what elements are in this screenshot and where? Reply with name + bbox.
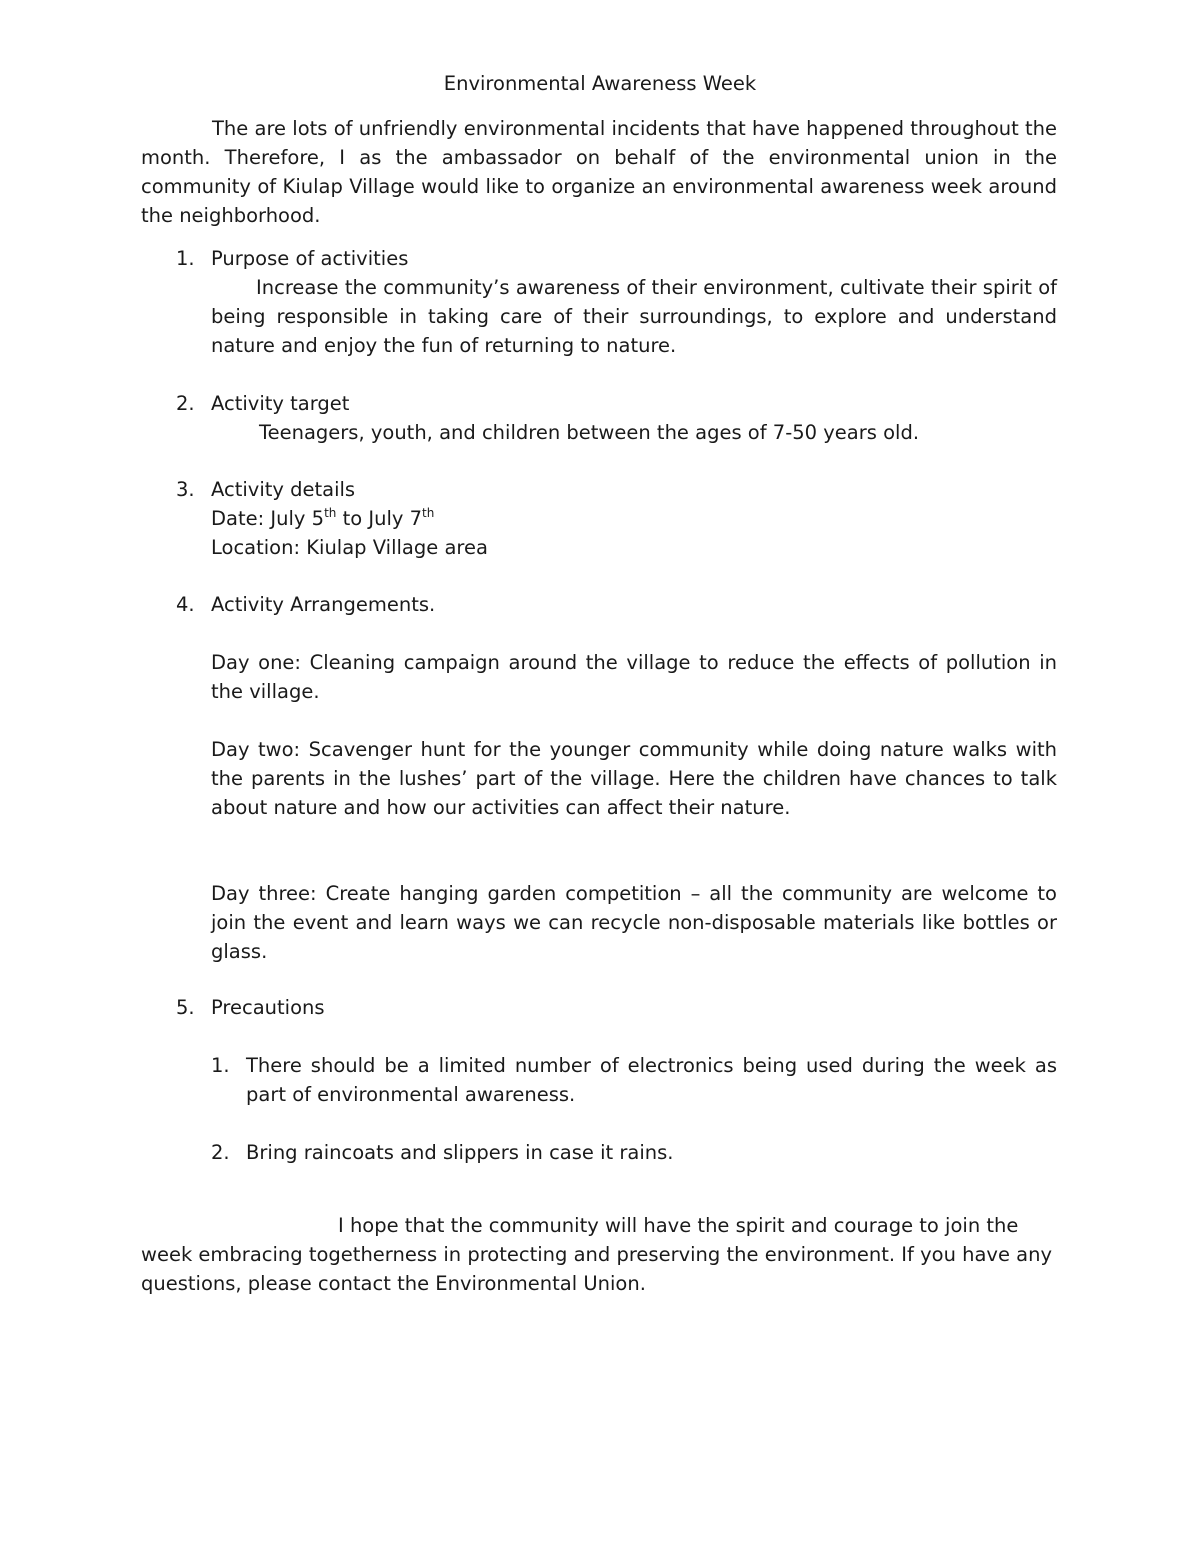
section-2-number: 2.	[176, 392, 195, 415]
activity-location: Location: Kiulap Village area	[211, 536, 488, 559]
precaution-2-number: 2.	[211, 1141, 230, 1164]
section-1-body: Increase the community’s awareness of their environment, cultivate their spirit of being responsible in taking care of their surroundings, to explore and understand nature and enjoy the fun of returning to nature.	[211, 276, 1057, 357]
day-one-text: Day one: Cleaning campaign around the village to reduce the effects of pollution in the village.	[211, 651, 1057, 703]
day-two-text: Day two: Scavenger hunt for the younger community while doing nature walks with the parents in the lushes’ part of the village. Here the children have chances to talk about nature and how our activities can affect their nature.	[211, 738, 1057, 819]
section-3-number: 3.	[176, 478, 195, 501]
section-2-heading: Activity target	[211, 392, 350, 415]
section-4-number: 4.	[176, 593, 195, 616]
precaution-1-number: 1.	[211, 1054, 230, 1077]
section-4-heading: Activity Arrangements.	[211, 593, 436, 616]
section-5-heading: Precautions	[211, 996, 325, 1019]
closing-paragraph: I hope that the community will have the spirit and courage to join the week embracing togetherness in protecting and preserving the environment. If you have any questions, please contact the Environmental Union.	[141, 1214, 1053, 1295]
section-5-number: 5.	[176, 996, 195, 1019]
precaution-1-text: There should be a limited number of electronics being used during the week as part of environmental awareness.	[246, 1054, 1057, 1106]
activity-date: Date: July 5th to July 7th	[211, 505, 435, 530]
section-2-body: Teenagers, youth, and children between the ages of 7-50 years old.	[259, 421, 920, 444]
precaution-2-text: Bring raincoats and slippers in case it rains.	[246, 1141, 674, 1164]
section-1-heading: Purpose of activities	[211, 247, 409, 270]
section-1-number: 1.	[176, 247, 195, 270]
day-three-text: Day three: Create hanging garden competition – all the community are welcome to join the event and learn ways we can recycle non-disposable materials like bottles or glass.	[211, 882, 1057, 963]
intro-paragraph: The are lots of unfriendly environmental incidents that have happened throughout the month. Therefore, I as the ambassador on behalf of the environmental union in the community of Kiulap Village would like to organize an environmental awareness week around the neighborhood.	[141, 117, 1057, 227]
document-title: Environmental Awareness Week	[443, 72, 757, 95]
section-3-heading: Activity details	[211, 478, 356, 501]
